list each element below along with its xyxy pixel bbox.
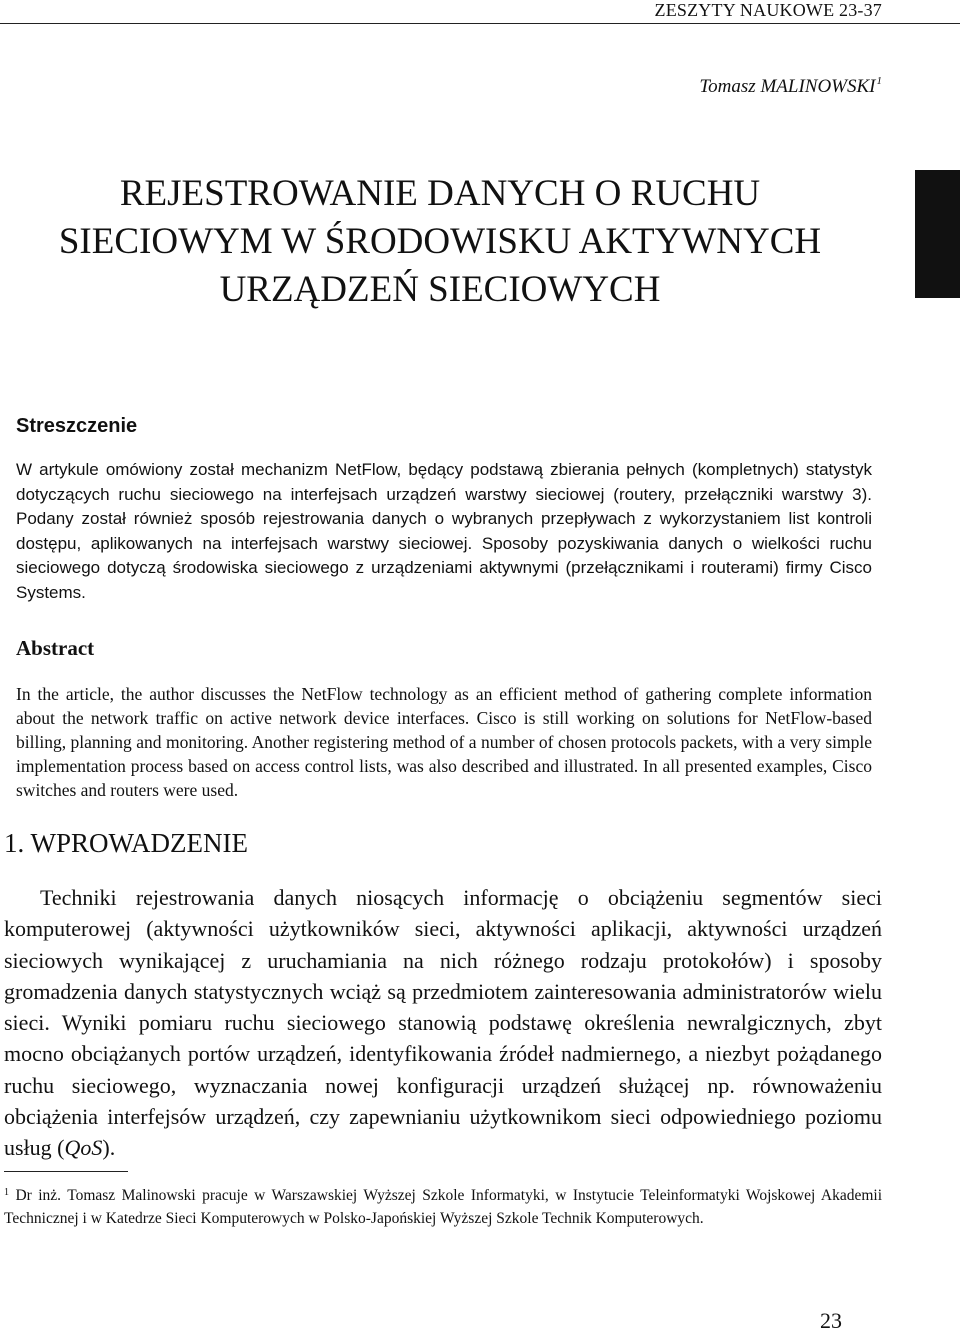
page-number: 23	[820, 1308, 842, 1333]
author-name	[699, 75, 882, 98]
title-line-2: SIECIOWYM W ŚRODOWISKU AKTYWNYCH	[58, 221, 822, 262]
title-line-3: URZĄDZEŃ SIECIOWYCH	[219, 269, 661, 310]
header-rule	[0, 23, 960, 24]
abstract-heading: Abstract	[16, 636, 95, 660]
summary-body: W artykule omówiony został mechanizm NetFlow, będący podstawą zbierania pełnych (kompletnych) statystyk dotyczących ruchu sieciowego na interfejsach urządzeń warstwy sieciowej (routery, przełączniki warstwy 3). Podany został również sposób rejestrowania danych o wybranych przepływach z wykorzystaniem list kontroli dostępu, aplikowanych na interfejsach warstwy sieciowej. Sposoby pozyskiwania danych o wielkości ruchu sieciowego dotyczą środowiska sieciowego z urządzeniami aktywnymi (przełącznikami i routerami) firmy Cisco Systems.	[16, 460, 872, 602]
section-heading: 1. WPROWADZENIE	[4, 828, 248, 858]
author-name-text: Tomasz MALINOWSKI	[699, 76, 876, 97]
section-body-text: Techniki rejestrowania danych niosących informację o obciążeniu segmentów sieci komputerowej (aktywności użytkowników sieci, aktywności aplikacji, aktywności urządzeń sieciowych wynikającej z uruchamiania na nich różnego rodzaju protokołów) i sposoby gromadzenia danych statystycznych wciąż są przedmiotem zainteresowania administratorów wielu sieci. Wyniki pomiaru ruchu sieciowego stanowią podstawę określenia newralgicznych, zbyt mocno obciążanych portów urządzeń, identyfikowania źródeł nadmiernego, a niezbyt pożądanego ruchu sieciowego, wyznaczania nowej konfiguracji urządzeń służącej np. równoważeniu obciążenia interfejsów urządzeń, czy zapewnianiu użytkownikom sieci odpowiedniego poziomu usług (	[4, 885, 882, 1161]
summary-heading: Streszczenie	[16, 415, 138, 437]
side-thumb-marker	[915, 170, 960, 298]
section-body-italic: QoS	[64, 1135, 103, 1161]
footnote	[4, 1181, 882, 1230]
footnote-mark: 1	[4, 1187, 9, 1198]
footnote-text: Dr inż. Tomasz Malinowski pracuje w Warszawskiej Wyższej Szkole Informatyki, w Instytucie Teleinformatyki Wojskowej Akademii Technicznej i w Katedrze Sieci Komputerowych w Polsko-Japońskiej Wyższej Szkole Technik Komputerowych.	[4, 1187, 882, 1227]
section-body	[4, 882, 882, 1164]
section-body-end: ).	[102, 1135, 116, 1161]
abstract-body: In the article, the author discusses the NetFlow technology as an efficient method of gathering complete information about the network traffic on active network device interfaces. Cisco is still working on solutions for NetFlow-based billing, planning and monitoring. Another registering method of a number of chosen protocols packets, with a very simple implementation process based on access control lists, was also described and illustrated. In all presented examples, Cisco switches and routers were used.	[16, 684, 872, 800]
author-footnote-mark: 1	[876, 75, 882, 87]
footnote-rule	[4, 1171, 128, 1172]
title-line-1: REJESTROWANIE DANYCH O RUCHU	[119, 173, 761, 214]
running-header: ZESZYTY NAUKOWE 23-37	[654, 0, 882, 20]
article-title	[0, 170, 880, 314]
